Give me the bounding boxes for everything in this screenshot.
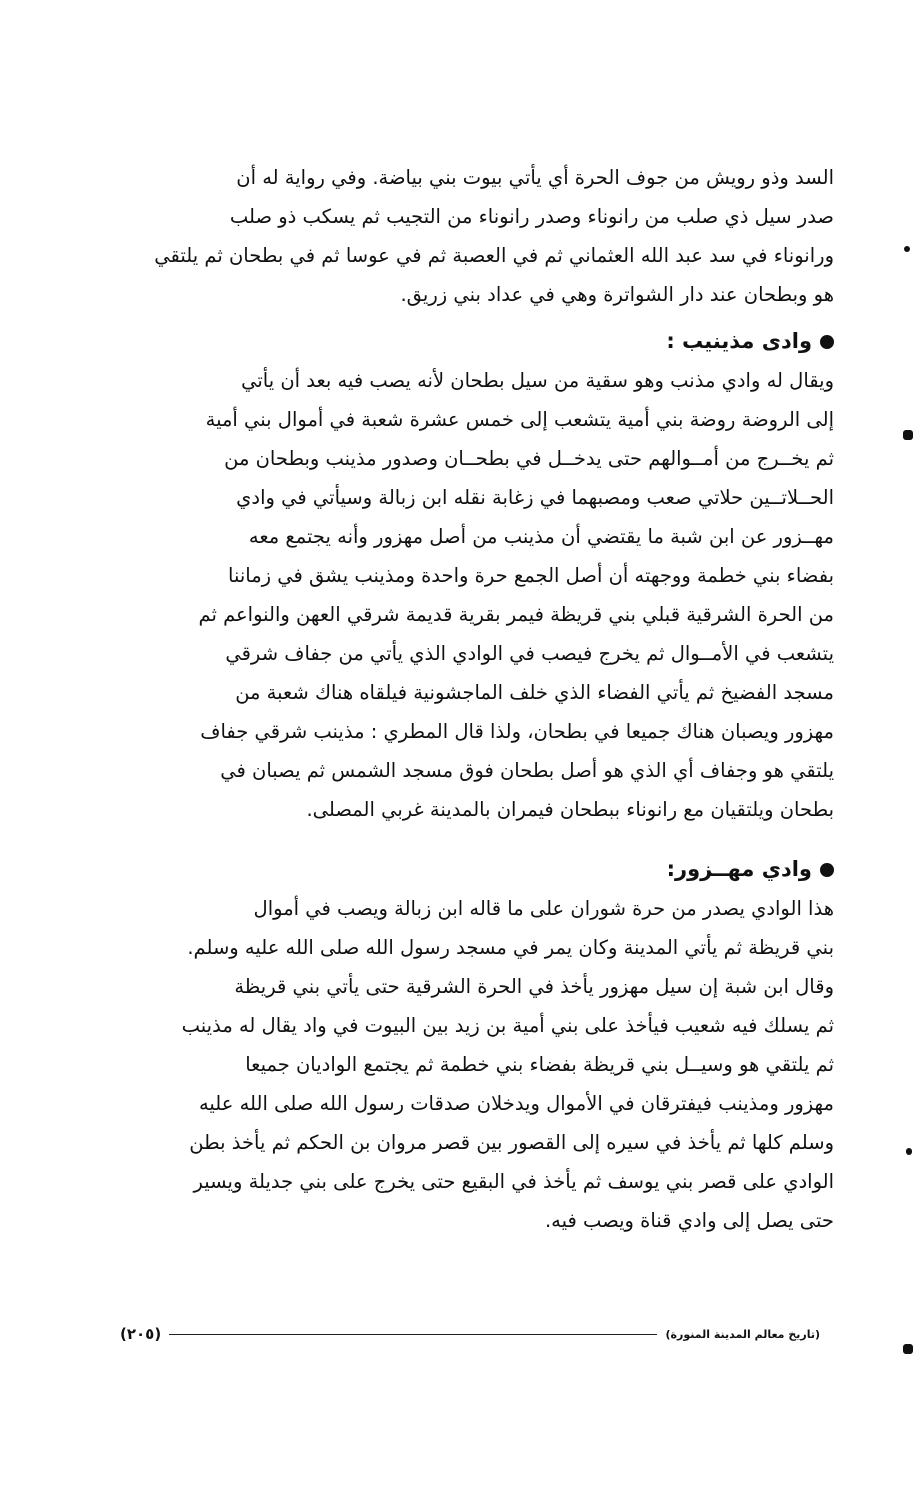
text-line: مهــزور عن ابن شبة ما يقتضي أن مذينب من أصل مهزور وأنه يجتمع معه [248,525,834,548]
section-heading-text: وادى مذينيب : [666,329,812,353]
page-footer [120,1322,820,1346]
paragraph-intro [104,158,834,314]
text-line: ثم يلتقي هو وسيــل بني قريظة بفضاء بني خطمة ثم يجتمع الواديان جميعا [245,1053,834,1076]
section-heading [104,322,834,361]
text-line: السد وذو رويش من جوف الحرة أي يأتي بيوت بني بياضة. وفي رواية له أن [236,166,834,189]
section-mudhaynib [104,322,834,829]
section-heading [104,850,834,889]
page-number: (٢٠٥) [120,1325,162,1343]
text-line: يلتقي هو وجفاف أي الذي هو أصل بطحان فوق مسجد الشمس ثم يصبان في [220,759,834,782]
text-line: مهزور ويصبان هناك جميعا في بطحان، ولذا قال المطري : مذينب شرقي جفاف [200,720,834,743]
scan-edge-mark [906,1148,912,1155]
text-line: ثم يسلك فيه شعيب فيأخذ على بني أمية بن زيد بين البيوت في واد يقال له مذينب [181,1014,834,1037]
text-line: وقال ابن شبة إن سيل مهزور يأخذ في الحرة الشرقية حتى يأتي بني قريظة [234,975,834,998]
text-line: هو وبطحان عند دار الشواترة وهي في عداد بني زريق. [400,283,834,306]
text-line: ثم يخــرج من أمــوالهم حتى يدخــل في بطحــان وصدور مذينب وبطحان من [224,447,834,470]
text-line: يتشعب في الأمــوال ثم يخرج فيصب في الوادي الذي يأتي من جفاف شرقي [225,642,834,665]
text-line: ورانوناء في سد عبد الله العثماني ثم في العصبة ثم في عوسا ثم في بطحان ثم يلتقي [154,244,834,267]
text-line: بطحان ويلتقيان مع رانوناء ببطحان فيمران بالمدينة غربي المصلى. [306,798,834,821]
section-mahzur [104,850,834,1240]
text-line: مسجد الفضيخ ثم يأتي الفضاء الذي خلف الماجشونية فيلقاه هناك شعبة من [235,681,834,704]
text-line: إلى الروضة روضة بني أمية يتشعب إلى خمس عشرة شعبة في أموال بني أمية [205,408,834,431]
text-line: بفضاء بني خطمة ووجهته أن أصل الجمع حرة واحدة ومذينب يشق في زماننا [228,564,834,587]
scan-edge-mark [904,246,910,252]
text-line: الوادي على قصر بني يوسف ثم يأخذ في البقيع حتى يخرج على بني جديلة ويسير [193,1170,834,1193]
footer-rule [169,1334,657,1335]
section-heading-text: وادي مهــزور: [666,857,812,881]
bullet-icon [820,863,834,877]
text-line: حتى يصل إلى وادي قناة ويصب فيه. [544,1209,834,1232]
text-line: الحــلاتــين حلاتي صعب ومصبهما في زغابة نقله ابن زبالة وسيأتي في وادي [236,486,834,509]
text-line: صدر سيل ذي صلب من رانوناء وصدر رانوناء من التجيب ثم يسكب ذو صلب [229,205,834,228]
bullet-icon [820,335,834,349]
scan-edge-mark [903,430,913,440]
text-line: بني قريظة ثم يأتي المدينة وكان يمر في مسجد رسول الله صلى الله عليه وسلم. [187,936,834,959]
text-line: ويقال له وادي مذنب وهو سقية من سيل بطحان لأنه يصب فيه بعد أن يأتي [241,369,834,392]
book-title: (تاريخ معالم المدينة المنورة) [665,1327,820,1341]
scan-edge-mark [903,1344,913,1354]
text-line: مهزور ومذينب فيفترقان في الأموال ويدخلان صدقات رسول الله صلى الله عليه [198,1092,834,1115]
text-line: من الحرة الشرقية قبلي بني قريظة فيمر بقرية قديمة شرقي العهن والنواعم ثم [198,603,834,626]
text-line: هذا الوادي يصدر من حرة شوران على ما قاله ابن زبالة ويصب في أموال [253,897,834,920]
text-line: وسلم كلها ثم يأخذ في سيره إلى القصور بين قصر مروان بن الحكم ثم يأخذ بطن [189,1131,834,1154]
